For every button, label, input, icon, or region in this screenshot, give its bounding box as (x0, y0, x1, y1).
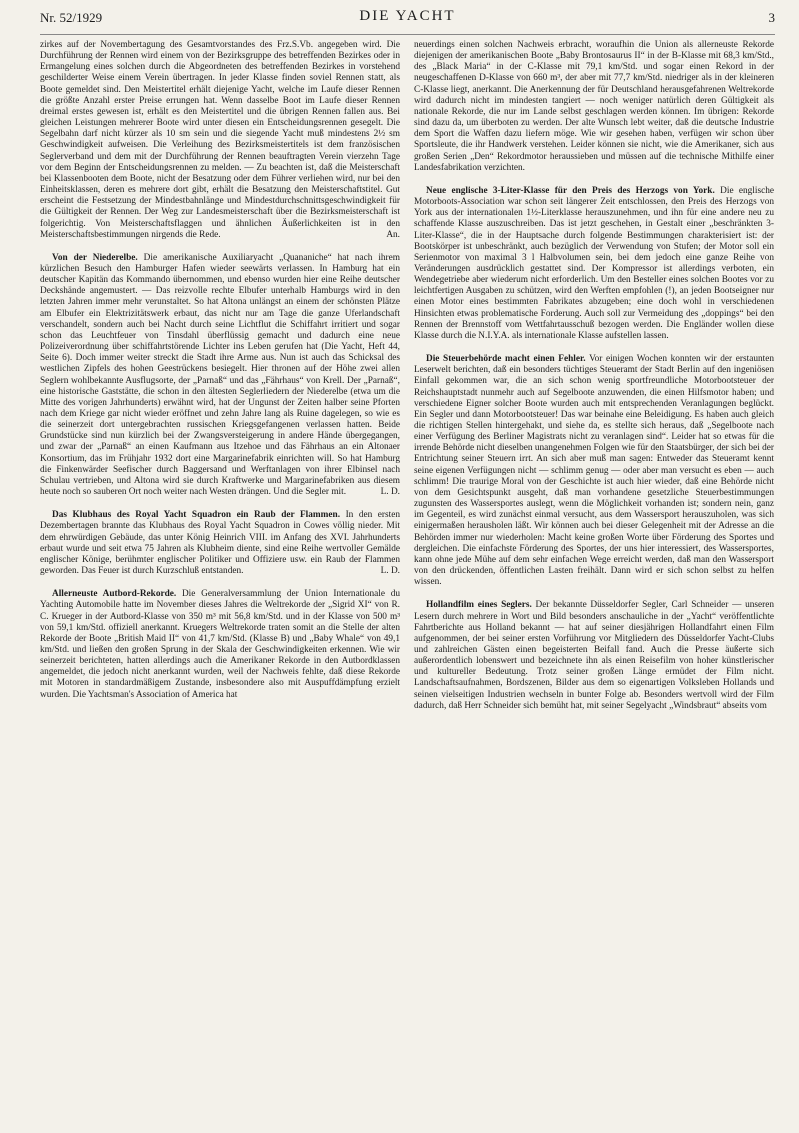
article-autbord (40, 589, 400, 701)
magazine-title: DIE YACHT (359, 8, 456, 24)
article-text: neuerdings einen solchen Nachweis erbracht, woraufhin die Union als allerneuste Rekorde diejenigen der amerikanischen Boote „Baby Brontosaurus II“ in der B-Klasse mit 68,3 km/Std., des „Black Maria“ in der C-Klasse mit 79,1 km/Std. und sogar einen Rekord in der neugeschaffenen D-Klasse von 660 m³, der aber mit 77,7 km/Std. niedriger als in der kleineren C-Klasse liegt, anerkannt. Die Anerkennung der für Deutschland herausgefahrenen Weltrekorde wird dadurch nicht im mindesten tangiert — noch weniger natürlich deren Gültigkeit als nationale Rekorde, die nur im Lande selbst geschlagen werden können. Im übrigen: Rekorde sind dazu da, um überboten zu werden. Der alte Wunsch lebt weiter, daß die deutsche Industrie dem Sport die Waffen dazu liefern möge. Wie wir gesehen haben, verfügen wir schon über Sportsleute, die ihr Handwerk verstehen. Leider können sie nicht, wie die Amerikaner, sich aus großen Serien „Den“ Rekordmotor heraussieben und müssen auf die technische Mithilfe einer Landesfabrikation verzichten. (414, 40, 774, 173)
article-heading: Neue englische 3-Liter-Klasse für den Preis des Herzogs von York. (426, 185, 715, 196)
issue-number: Nr. 52/1929 (40, 10, 103, 25)
page-header (40, 8, 775, 35)
article-autbord-continued (414, 40, 774, 174)
article-heading: Das Klubhaus des Royal Yacht Squadron ein Raub der Flammen. (52, 510, 341, 521)
article-niederelbe (40, 253, 400, 498)
right-column (414, 40, 774, 712)
article-text: Die Generalversammlung der Union Internationale du Yachting Automobile hatte im November dieses Jahres die Weltrekorde der „Sigrid XI“ von R. C. Krueger in der Autbord-Klasse von 350 m³ mit 56,8 km/Std. und in der Klasse von 500 m³ von 59,1 km/Std. offiziell anerkannt. Kruegers Weltrekorde traten somit an die Stelle der alten Rekorde der Boote „British Maid II“ von 41,7 km/Std. (Klasse B) und „Baby Whale“ von 49,1 km/Std. und ließen den großen Sprung in der Skala der Geschwindigkeiten erkennen. Wie wir seinerzeit berichteten, hatten allerdings auch die Amerikaner Rekorde in den Autbordklassen angemeldet, die jedoch nicht anerkannt wurden, weil der Nachweis fehlte, daß diese Rekorde mit Motoren in standardmäßigem Zustande, insbesondere also mit Auspuffdämpfung erzielt wurden. Die Yachtsman's Association of America hat (40, 589, 401, 700)
page-number: 3 (768, 10, 775, 25)
article-hollandfilm (414, 600, 774, 712)
article-text: Der bekannte Düsseldorfer Segler, Carl Schneider — unseren Lesern durch mehrere in Wort und Bild besonders anschauliche in der „Yacht“ veröffentlichte Fahrtberichte aus Holland bekannt — hat auf seiner diesjährigen Hollandfahrt einen Film aufgenommen, der bei seiner ersten Vorführung vor Mitgliedern des Düsseldorfer Yacht-Clubs und zahlreichen Gästen einen begeisterten Beifall fand. Auch die Presse äußerte sich außerordentlich lobenswert und bezeichnete ihn als einen Reisefilm von hoher künstlerischer und kultureller Bedeutung. Trotz seiner großen Länge ermüdet der Film nicht. Landschaftsaufnahmen, Bordszenen, Bilder aus dem so eigenartigen Volksleben Hollands und seinen vielseitigen Industrien wechseln in bunter Folge ab. Besonders wertvoll wird der Film dadurch, daß Herr Schneider sich bemüht hat, mit seiner Segelyacht „Windsbraut“ abseits vom (414, 600, 774, 711)
article-signature: L. D. (380, 487, 400, 498)
article-text: Die amerikanische Auxiliaryacht „Quananiche“ hat nach ihrem kürzlichen Besuch den Hamburger Hafen wieder seewärts verlassen. In Hamburg hat ein deutscher Kapitän das Kommando übernommen, und ebenso wurden hier eine Reihe deutscher Deckshände angemustert. — Das reizvolle rechte Elbufer unterhalb Hamburgs wird in den letzten Jahren immer mehr verunstaltet. So hat Altona unlängst an einem der schönsten Plätze am Elbufer ein Elektrizitätswerk erbaut, das nicht nur am Tage die ganze Uferlandschaft verschandelt, sondern auch bei Nacht durch seine Lichtflut die Schiffahrt irritiert und sogar schon das Leuchtfeuer von Tinsdahl überflüssig gemacht und dadurch eine neue Polizeiverordnung über schiffahrtstörende Lichter ins Leben gerufen hat (Die Yacht, Heft 44, Seite 6). Doch immer weiter streckt die Stadt ihre Arme aus. Nun ist auch das Schicksal des westlichen Zipfels des hohen Geestrückens besiegelt. Hier thronen auf der Höhe zwei allen Seglern wohlbekannte Ausflugsorte, der „Parnaß“ und das „Fährhaus“ von Krell. Der „Parnaß“, eine historische Gaststätte, die schon in den ältesten Seglerliedern der Niederelbe (etwa um die Mitte des vorigen Jahrhunderts) erwähnt wird, hat der Ungunst der Zeiten halber seine Pforten nach dem Kriege gar nicht wieder eröffnet und zehn Jahre lang als Ruine dagelegen, so wie es die seinerzeit dort untergebrachten russischen Kriegsgefangenen verlassen hatten. Beide Grundstücke sind nun kürzlich bei der Zwangsversteigerung in andere Hände übergegangen, und zwar der „Parnaß“ an einen Kaufmann aus Itzehoe und das Fährhaus an ein Altonaer Konsortium, das im Frühjahr 1932 dort eine Margarinefabrik einrichten will. So hat Hamburg die Finkenwärder Seefischer durch Baggersand und Werftanlagen von ihrer Elbinsel nach Schulau vertrieben, und Altona wird sie durch Kraftwerke und Margarinefabriken aus diesem heute noch so sauberen Ort noch weiter nach Westen drängen. Und die Segler mit. (40, 252, 401, 498)
article-heading: Von der Niederelbe. (52, 252, 138, 263)
article-signature: L. D. (380, 566, 400, 577)
article-text: Die englische Motorboots-Association war schon seit längerer Zeit entschlossen, den Preis des Herzogs von York aus der internationalen 1½-Literklasse herauszunehmen, und ihn für eine andere neu zu schaffende Klasse auszuschreiben. Das ist jetzt geschehen, in Gestalt einer „beschränkten 3-Liter-Klasse“, die in der Hauptsache durch folgende Bestimmungen charakterisiert ist: der Bootskörper ist unbeschränkt, auch bezüglich der Verwendung von Stufen; der Motor soll ein Serienmotor von maximal 3 l Halbvolumen sein, bei dem jedoch eine ganze Reihe von Veränderungen ausdrücklich gestattet sind. Der Kompressor ist allerdings verboten, ein Wendegetriebe aber wiederum nicht erforderlich. Um den Besteller eines solchen Bootes vor zu leichtfertigen Ausgaben zu schützen, wird den Werften empfohlen (!), an jeden Bootseigner nur einen Motor eines bestimmten Fabrikates abzugeben; eine doch wohl in verschiedenen Hinsichten etwas problematische Forderung. Auch soll zur Vermeidung des „doppings“ bei den Rennen der Brennstoff vom Wettfahrtausschuß bezogen werden. Die Engländer wollen diese Klasse durch die N.I.Y.A. als internationale Klasse aufstellen lassen. (414, 185, 774, 341)
article-text: Vor einigen Wochen konnten wir der erstaunten Leserwelt berichten, daß ein besonders tüchtiges Steueramt der Stadt Berlin auf den ingeniösen Einfall gekommen war, die an sich schon wenig sportfreundliche Motorbootsteuer der Reichshauptstadt nunmehr auch auf Segelboote anzuwenden, die einen Hilfsmotor haben; und verschiedene Eigner solcher Boote wurden auch mit entsprechenden Veranlagungen beglückt. Ein Segler und dann Motorbootsteuer! Das war beinahe eine Beleidigung. Es haben auch gleich die richtigen Stellen hintergehakt, und siehe da, es stellte sich heraus, daß „Segelboote nach einer Verfügung des Berliner Magistrats nicht zu veranlagen sind“. Leider hat so etwas für die irrende Behörde nicht dieselben unangenehmen Folgen wie für den Staatsbürger, der sich bei der Entrichtung seiner Steuern irrt. An sich aber muß man sagen: Entweder das Steueramt kennt seine eigenen Verfügungen nicht — schlimm genug — oder aber man versucht es eben — auch schlimm! Die traurige Moral von der Geschichte ist auch hier wieder, daß eine Behörde nicht von dem Gesichtspunkt ausgeht, daß man vorhandene gesetzliche Steuerbestimmungen zugunsten des Wassersportes auslegt, wenn die Möglichkeit vorhanden ist; sondern nein, ganz im Gegenteil, es wird zunächst einmal versucht, aus dem Wassersport herauszuholen, was sich einigermaßen herausholen läßt. Wir können auch bei dieser Gelegenheit mit der Adresse an die Behörden immer nur wiederholen: Macht keine großen Worte über Förderung des Sportes und dergleichen. Die einfachste Förderung des Sportes, der uns hier interessiert, des Wassersportes, kann ohne jede Mühe auf dem sehr einfachen Wege erreicht werden, daß man den Wassersport von den drückenden, öffentlichen Lasten freihält. Dann wird er sich schon selbst zu helfen wissen. (414, 354, 774, 588)
article-meisterschaft (40, 40, 400, 241)
article-text: In den ersten Dezembertagen brannte das Klubhaus des Royal Yacht Squadron in Cowes völlig nieder. Mit dem ehrwürdigen Gebäude, das unter König Heinrich VIII. im Anfang des XVI. Jahrhunderts erbaut wurde und seit etwa 75 Jahren als Klubheim diente, sind eine Reihe wertvoller Gemälde englischer Könige, berühmter englischer Politiker und Offiziere usw. ein Raub der Flammen geworden. Das Feuer ist durch Kurzschluß entstanden. (40, 510, 400, 577)
article-heading: Hollandfilm eines Seglers. (426, 600, 532, 611)
article-heading: Die Steuerbehörde macht einen Fehler. (426, 354, 586, 365)
article-steuerbehoerde (414, 354, 774, 588)
article-klubhaus (40, 510, 400, 577)
left-column (40, 40, 400, 701)
article-text: zirkes auf der Novembertagung des Gesamtvorstandes des Frz.S.Vb. angegeben wird. Die Durchführung der Rennen wird einem von der Bezirksgruppe des betreffenden Bezirkes oder in Ermangelung eines solchen durch die Abgeordneten des betreffenden Bezirkes in vorstehend geschilderter Weise einem Verein übertragen. In jeder Klasse finden soviel Rennen statt, als Boote gemeldet sind. Den Meistertitel erhält diejenige Yacht, welche im Laufe dieser Rennen die größte Anzahl erster Preise errungen hat. Wenn dasselbe Boot im Laufe dieser Rennen dreimal erstes gewesen ist, erhält es den Meistertitel und die übrigen Rennen fallen aus. Bei gleichen Leistungen mehrerer Boote wird unter diesen ein Entscheidungsrennen gesegelt. Die Segelbahn darf nicht kürzer als 10 sm sein und die siegende Yacht muß mindestens 2½ sm Geschwindigkeit aufweisen. Die Verleihung des Bezirksmeistertitels ist dem französischen Seglerverband und dem mit der Durchführung der Rennen beauftragten Verein vierzehn Tage vor dem Beginn der Entscheidungsrennen zu melden. — Zu beachten ist, daß die Meisterschaft bei Klassenbooten dem Boote, nicht der Besatzung oder dem Führer verliehen wird, nur bei den Einheitsklassen, deren es mehrere dort gibt, erhält die Besatzung den Meisterschaftstitel. Gut erscheint die Festsetzung der Mindestbahnlänge und Mindestdurchschnittsgeschwindigkeit für die Gültigkeit der Rennen. Der Weg zur Landesmeisterschaft über die Bezirksmeisterschaft ist folgerichtig. Von Meisterschaftsflaggen und ähnlichen Äußerlichkeiten ist in den Meisterschaftsbestimmungen nirgends die Rede. (40, 40, 400, 240)
article-heading: Allerneuste Autbord-Rekorde. (52, 589, 177, 600)
article-signature: An. (386, 229, 400, 240)
article-york (414, 186, 774, 342)
